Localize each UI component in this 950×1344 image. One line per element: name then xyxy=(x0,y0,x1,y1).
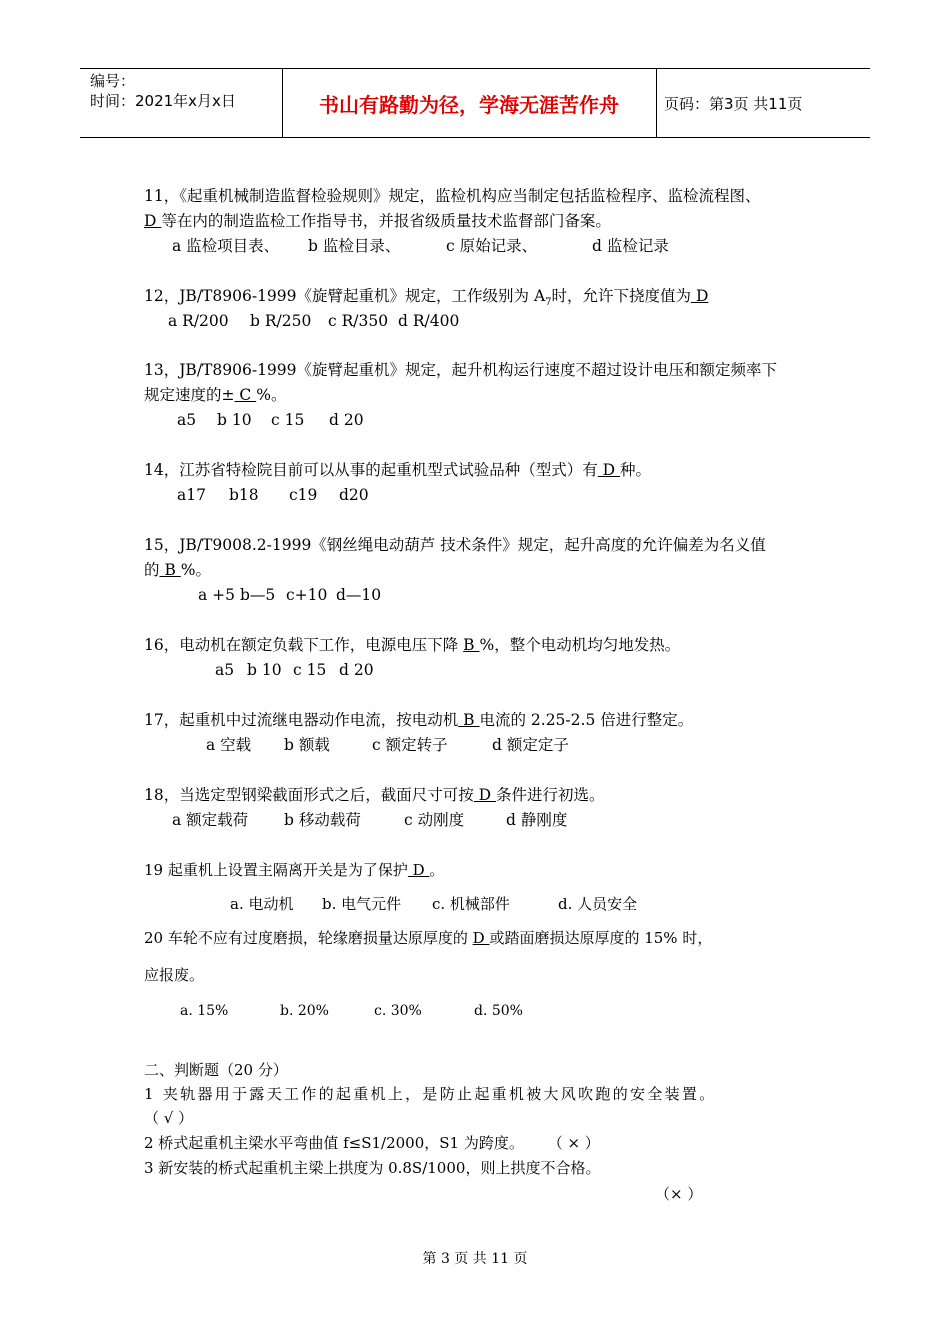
question-13-options xyxy=(177,410,364,430)
answer-blank: B xyxy=(463,636,480,654)
question-text: 时，允许下挠度值为 xyxy=(551,287,692,305)
question-18-options xyxy=(172,810,567,830)
question-20-options xyxy=(180,1001,523,1021)
option: b—5 xyxy=(240,586,276,604)
option: a R/200 xyxy=(168,312,229,330)
option: c19 xyxy=(289,486,318,504)
answer-blank: D xyxy=(144,212,162,230)
option: b18 xyxy=(229,486,259,504)
option: a17 xyxy=(177,486,206,504)
question-17-options xyxy=(206,735,569,755)
option: d R/400 xyxy=(398,312,460,330)
question-14-line1 xyxy=(144,460,651,480)
option: c R/350 xyxy=(328,312,389,330)
option: b 移动载荷 xyxy=(284,811,361,829)
question-text: 电流的 2.25-2.5 倍进行整定。 xyxy=(479,711,694,729)
subscript: 7 xyxy=(545,297,552,309)
judgement-item-3: 3 新安装的桥式起重机主梁上拱度为 0.8S/1000，则上拱度不合格。 xyxy=(144,1159,601,1177)
question-text: 或踏面磨损达原厚度的 15% 时， xyxy=(489,929,713,947)
option: b 10 xyxy=(247,661,282,679)
option: d 静刚度 xyxy=(506,811,568,829)
option: c. 机械部件 xyxy=(432,895,510,913)
question-11-line1: 11，《起重机械制造监督检验规则》规定，监检机构应当制定包括监检程序、监检流程图、 xyxy=(144,187,761,205)
question-text: 14，江苏省特检院目前可以从事的起重机型式试验品种（型式）有 xyxy=(144,461,598,479)
option: b 10 xyxy=(217,411,252,429)
question-12-options xyxy=(168,311,459,331)
question-text: 16，电动机在额定负载下工作，电源电压下降 xyxy=(144,636,464,654)
option: a. 电动机 xyxy=(230,895,294,913)
question-18-line1 xyxy=(144,785,605,805)
answer-blank: D xyxy=(472,929,490,947)
question-text: 19 起重机上设置主隔离开关是为了保护 xyxy=(144,861,408,879)
header-divider xyxy=(656,69,657,137)
answer-blank: D xyxy=(407,861,430,879)
option: b 监检目录、 xyxy=(308,237,401,255)
option: c 动刚度 xyxy=(404,811,465,829)
page-footer: 第 3 页 共 11 页 xyxy=(422,1251,528,1267)
question-11-line2 xyxy=(144,211,611,231)
option: a 额定载荷 xyxy=(172,811,249,829)
answer-blank: C xyxy=(234,386,257,404)
question-text: 。 xyxy=(429,861,445,879)
judgement-item-1-mark: （ √ ） xyxy=(144,1109,194,1127)
option: c. 30% xyxy=(374,1003,422,1019)
question-text: 20 车轮不应有过度磨损，轮缘磨损量达原厚度的 xyxy=(144,929,473,947)
header-meta xyxy=(90,71,236,111)
question-16-line1 xyxy=(144,635,680,655)
question-17-line1 xyxy=(144,710,693,730)
question-19-line1 xyxy=(144,860,444,880)
question-text: 种。 xyxy=(620,461,652,479)
question-text: 17，起重机中过流继电器动作电流，按电动机 xyxy=(144,711,459,729)
code-label: 编号： xyxy=(90,72,136,90)
answer-blank: D xyxy=(691,287,709,305)
question-text: %。 xyxy=(180,561,211,579)
option: a. 15% xyxy=(180,1003,229,1019)
option: d 20 xyxy=(339,661,374,679)
answer-blank: B xyxy=(159,561,181,579)
judgement-item-2 xyxy=(144,1133,600,1153)
option: d20 xyxy=(339,486,369,504)
question-15-line1: 15，JB/T9008.2-1999《钢丝绳电动葫芦 技术条件》规定，起升高度的允许偏差为名义值 xyxy=(144,536,766,554)
judgement-item-1: 1 夹轨器用于露天工作的起重机上，是防止起重机被大风吹跑的安全装置。 xyxy=(144,1085,717,1103)
option: b. 20% xyxy=(280,1003,329,1019)
question-19-options xyxy=(230,894,637,914)
question-14-options xyxy=(177,485,369,505)
option: b 额载 xyxy=(284,736,330,754)
option: d 额定定子 xyxy=(492,736,569,754)
option: b. 电气元件 xyxy=(322,895,402,913)
question-text: 等在内的制造监检工作指导书，并报省级质量技术监督部门备案。 xyxy=(161,212,611,230)
question-text: 条件进行初选。 xyxy=(496,786,605,804)
judgement-mark: （ × ） xyxy=(547,1134,600,1152)
answer-blank: D xyxy=(597,461,621,479)
option: d. 50% xyxy=(474,1003,523,1019)
time-label: 时间：2021年x月x日 xyxy=(90,92,236,110)
header-motto: 书山有路勤为径，学海无涯苦作舟 xyxy=(319,92,619,117)
option: c 原始记录、 xyxy=(446,237,538,255)
judgement-text: 2 桥式起重机主梁水平弯曲值 f≤S1/2000，S1 为跨度。 xyxy=(144,1134,524,1152)
option: d—10 xyxy=(336,586,382,604)
option: a 空载 xyxy=(206,736,252,754)
header-page-info: 页码：第3页 共11页 xyxy=(664,94,803,113)
option: c 额定转子 xyxy=(372,736,448,754)
question-13-line2 xyxy=(144,385,286,405)
question-text: 的 xyxy=(144,561,160,579)
question-text: 规定速度的± xyxy=(144,386,235,404)
question-text: 12，JB/T8906-1999《旋臂起重机》规定，工作级别为 A xyxy=(144,287,546,305)
option: d. 人员安全 xyxy=(558,895,638,913)
section-2-title: 二、判断题（20 分） xyxy=(144,1061,288,1079)
option: c 15 xyxy=(271,411,305,429)
answer-blank: B xyxy=(458,711,480,729)
option: a 监检项目表、 xyxy=(172,237,280,255)
option: b R/250 xyxy=(250,312,312,330)
option: c+10 xyxy=(286,586,328,604)
option: d 监检记录 xyxy=(592,237,669,255)
question-text: 18，当选定型钢梁截面形式之后，截面尺寸可按 xyxy=(144,786,474,804)
question-11-options xyxy=(172,236,669,256)
question-12-line1 xyxy=(144,286,708,313)
option: c 15 xyxy=(293,661,327,679)
answer-blank: D xyxy=(473,786,497,804)
question-15-options xyxy=(198,585,381,605)
option: d 20 xyxy=(329,411,364,429)
question-13-line1: 13，JB/T8906-1999《旋臂起重机》规定，起升机构运行速度不超过设计电压和额定频率下 xyxy=(144,361,778,379)
question-15-line2 xyxy=(144,560,211,580)
page-header xyxy=(80,68,870,138)
question-text: %。 xyxy=(256,386,287,404)
option: a5 xyxy=(215,661,235,679)
option: a +5 xyxy=(198,586,236,604)
question-text: %，整个电动机均匀地发热。 xyxy=(479,636,681,654)
question-16-options xyxy=(215,660,374,680)
option: a5 xyxy=(177,411,197,429)
judgement-item-3-mark: （× ） xyxy=(655,1185,703,1203)
question-20-line2: 应报废。 xyxy=(144,966,205,984)
question-20-line1 xyxy=(144,928,712,948)
